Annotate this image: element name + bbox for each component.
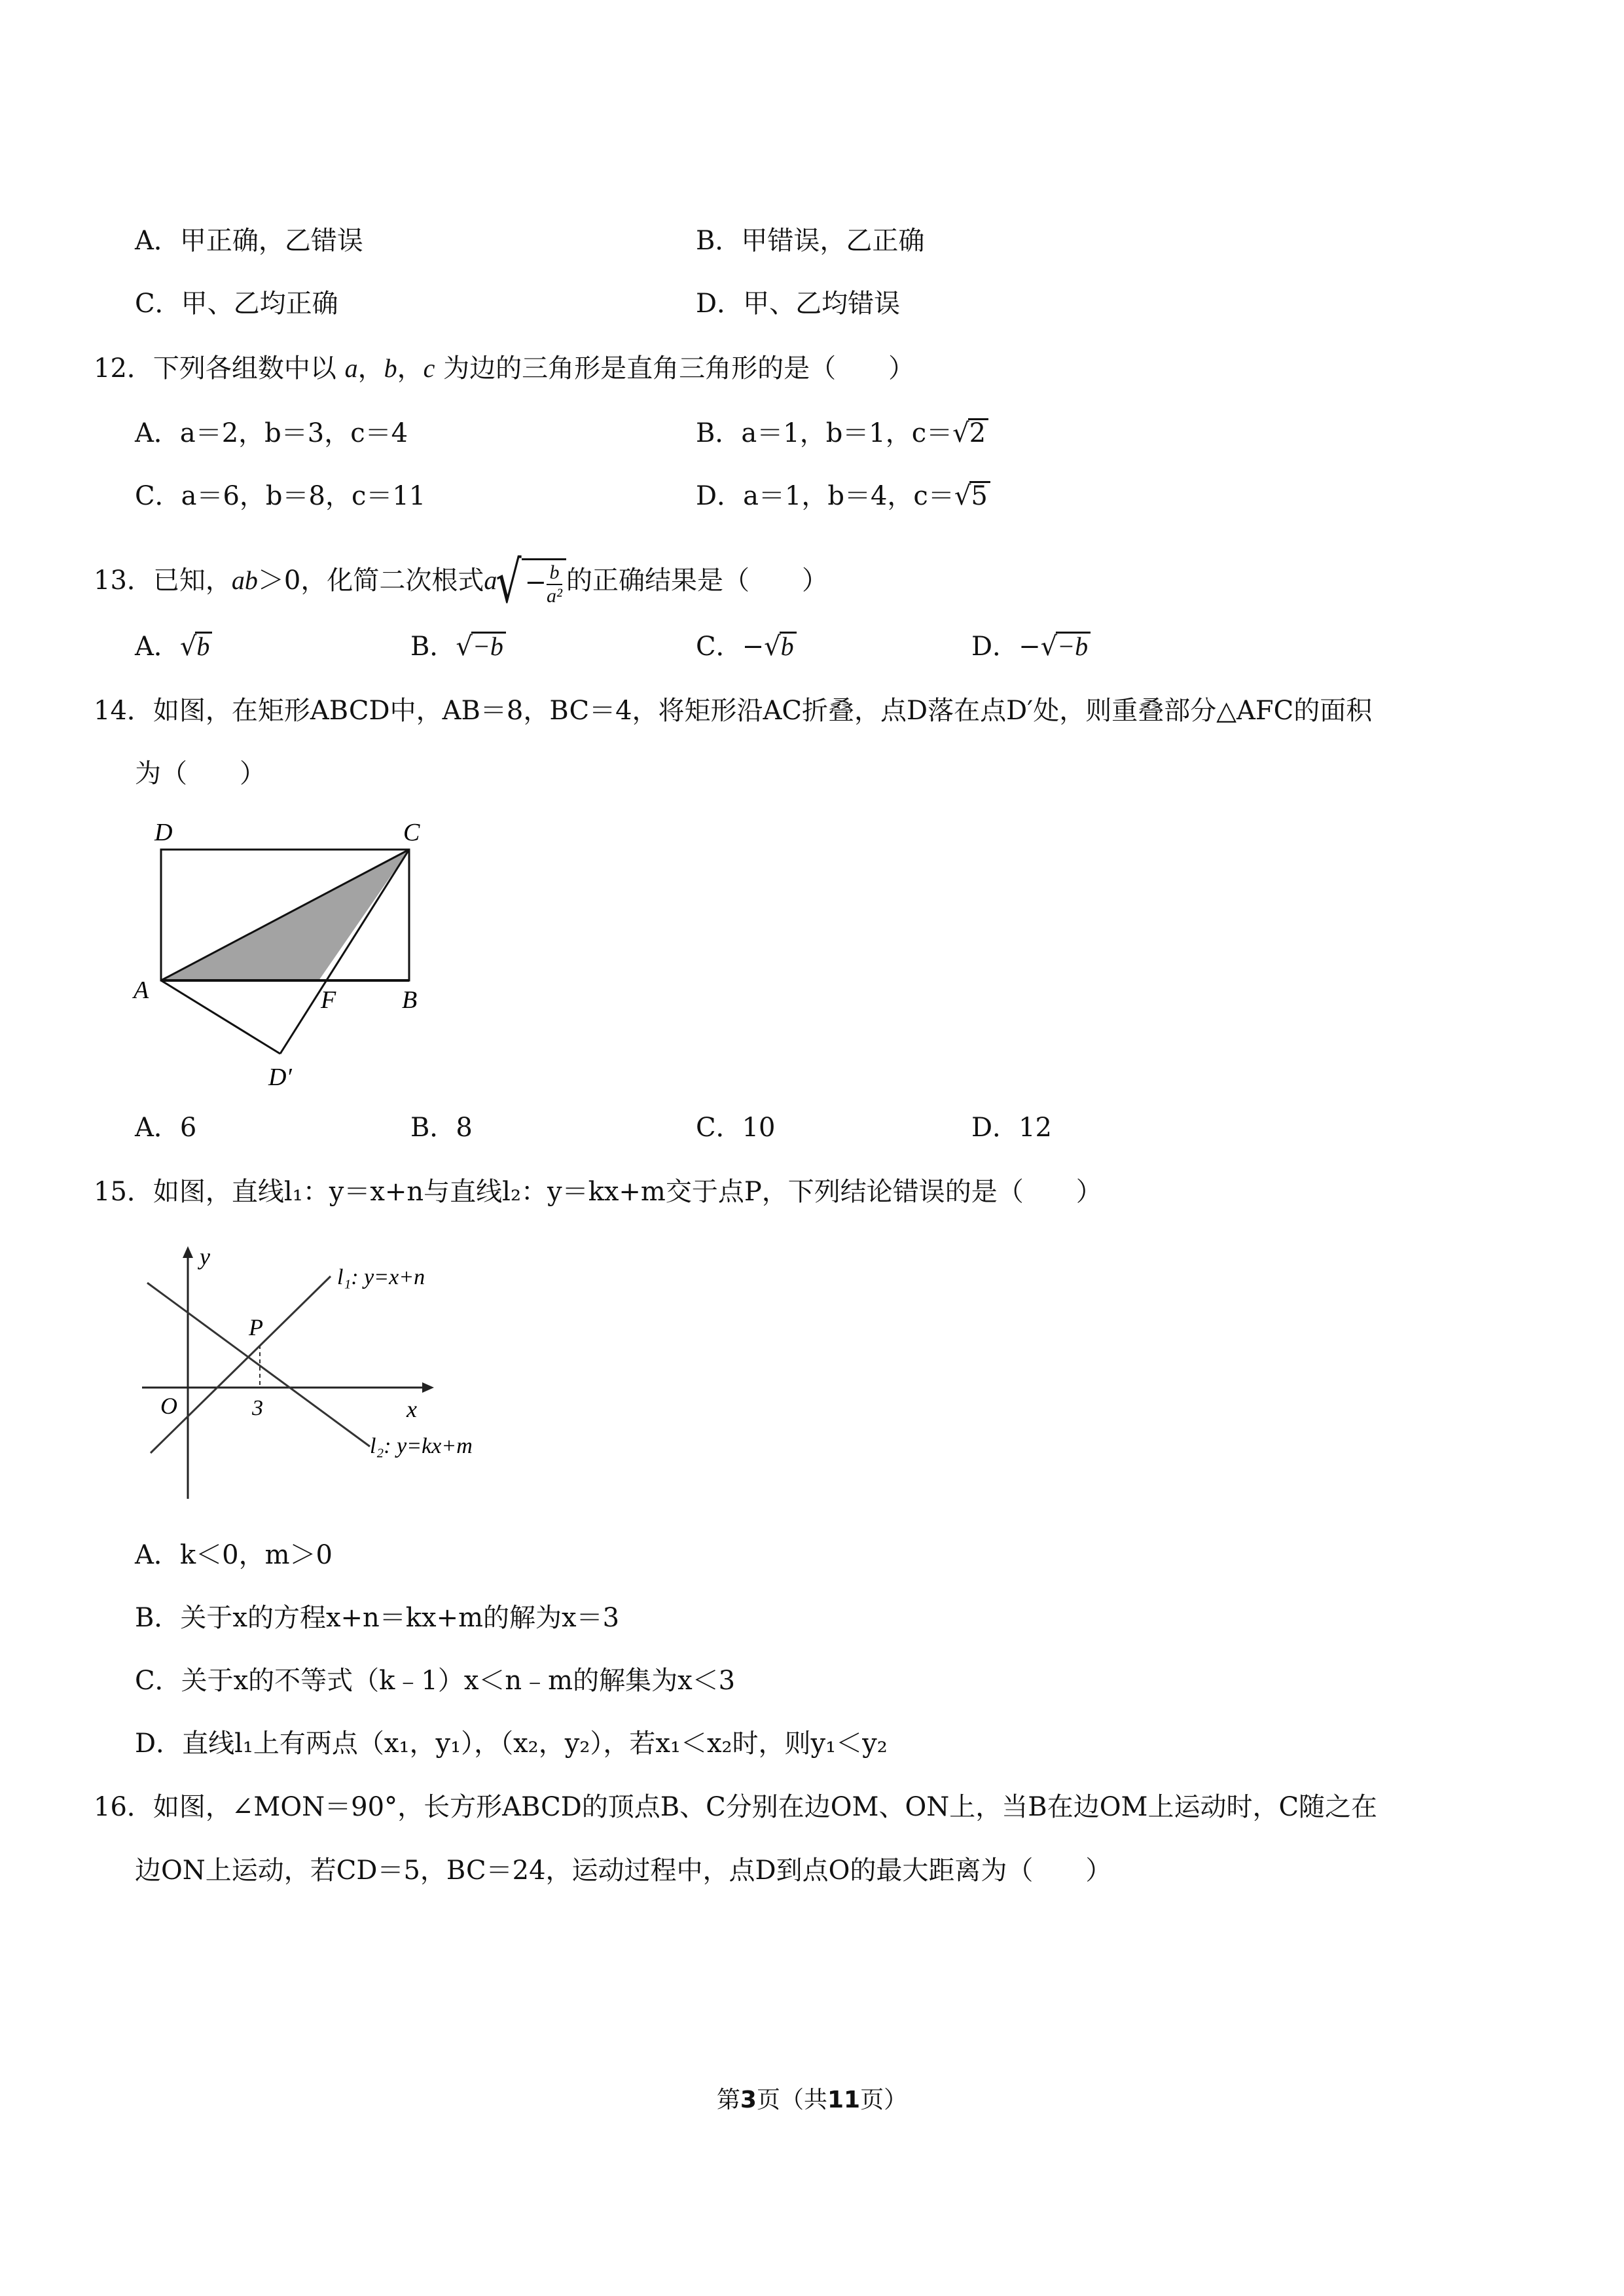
q14-option-d: D．12 [971, 1113, 1052, 1143]
q15-option-d: D．直线l₁上有两点（x₁，y₁），（x₂，y₂），若x₁＜x₂时，则y₁＜y₂ [135, 1729, 888, 1759]
label-origin: O [160, 1393, 177, 1419]
q15-option-c: C．关于x的不等式（k﹣1）x＜n﹣m的解集为x＜3 [135, 1666, 736, 1696]
q13-radical: √ − $\frac{b}{\text{a²}}$ [497, 554, 566, 611]
q13-option-a: A．√b [135, 628, 212, 665]
q13-option-b: B．√−b [410, 628, 506, 665]
label-a: A [134, 977, 149, 1004]
page-footer: 第3页（共11页） [716, 2087, 908, 2113]
line-l1 [151, 1276, 331, 1453]
q14-option-b: B．8 [410, 1113, 473, 1143]
label-d-prime: D′ [268, 1064, 292, 1091]
q13-option-d: D．−√−b [971, 628, 1091, 665]
q13-option-c: C．−√b [696, 628, 797, 665]
q11-option-a: A．甲正确，乙错误 [135, 226, 363, 256]
q15-option-a: A．k＜0，m＞0 [135, 1540, 333, 1570]
q13-stem: 13．已知，ab＞0，化简二次根式a√ − $\frac{b}{\text{a²}}$ 的正确结果是（ ） [94, 548, 828, 616]
q14-option-a: A．6 [135, 1113, 197, 1143]
label-x-axis: x [406, 1396, 417, 1422]
label-y-axis: y [200, 1244, 210, 1270]
label-p: P [249, 1314, 263, 1340]
q14-figure [131, 812, 445, 1100]
y-axis-arrow [183, 1246, 193, 1258]
q12-option-b: B．a＝1，b＝1，c＝√2 [696, 415, 988, 452]
label-c: C [403, 819, 420, 846]
label-l2: l₂: y=kx+m [370, 1434, 473, 1458]
q15-option-b: B．关于x的方程x+n＝kx+m的解为x＝3 [135, 1603, 620, 1633]
q11-option-c: C．甲、乙均正确 [135, 289, 338, 319]
q11-option-b: B．甲错误，乙正确 [696, 226, 925, 256]
segment-ad-prime [161, 980, 280, 1054]
q14-option-c: C．10 [696, 1113, 776, 1143]
line-l2 [147, 1283, 370, 1446]
q15-figure [134, 1237, 540, 1512]
label-f: F [321, 986, 336, 1014]
q12-option-d: D．a＝1，b＝4，c＝√5 [696, 478, 990, 514]
q12-option-a: A．a＝2，b＝3，c＝4 [135, 418, 408, 448]
q11-option-d: D．甲、乙均错误 [696, 289, 901, 319]
label-l1: l₁: y=x+n [337, 1265, 425, 1289]
q12-stem: 12．下列各组数中以 a，b，c 为边的三角形是直角三角形的是（ ） [94, 353, 915, 384]
q12-option-c: C．a＝6，b＝8，c＝11 [135, 481, 426, 511]
q16-stem-line2: 边ON上运动，若CD＝5，BC＝24，运动过程中，点D到点O的最大距离为（ ） [135, 1856, 1112, 1886]
q15-stem: 15．如图，直线l₁：y＝x+n与直线l₂：y＝kx+m交于点P，下列结论错误的是（ ） [94, 1177, 1102, 1207]
x-axis-arrow [422, 1382, 434, 1393]
label-three: 3 [252, 1396, 263, 1420]
label-d: D [154, 819, 173, 846]
q16-stem-line1: 16．如图，∠MON＝90°，长方形ABCD的顶点B、C分别在边OM、ON上，当B在边OM上运动时，C随之在 [94, 1792, 1378, 1822]
q14-stem-line1: 14．如图，在矩形ABCD中，AB＝8，BC＝4，将矩形沿AC折叠，点D落在点D′处，则重叠部分△AFC的面积 [94, 696, 1373, 726]
q14-stem-line2: 为（ ） [135, 759, 266, 789]
label-b: B [402, 986, 418, 1014]
